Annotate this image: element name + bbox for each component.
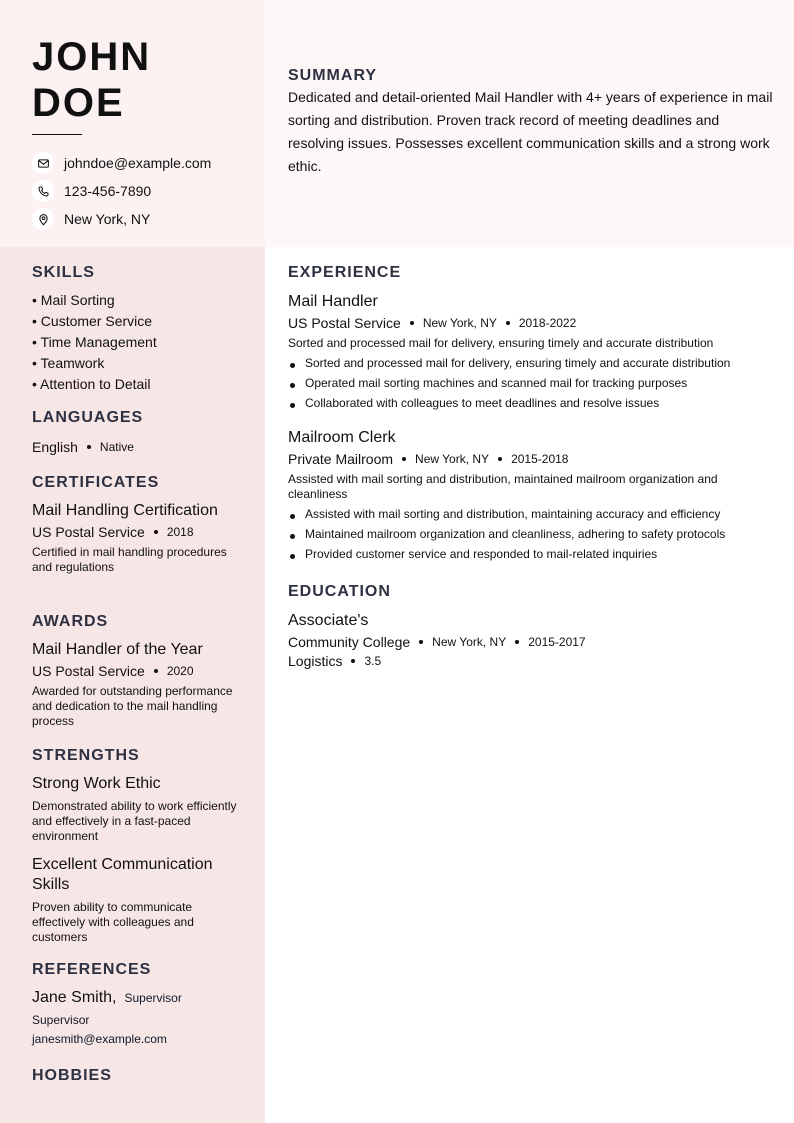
strength-name: Strong Work Ethic xyxy=(32,775,161,792)
skills-list xyxy=(32,290,157,395)
education-entry xyxy=(288,611,774,669)
education-heading: EDUCATION xyxy=(288,583,391,600)
education-meta xyxy=(288,634,774,650)
location-text: New York, NY xyxy=(64,211,151,227)
contact-location xyxy=(32,208,150,230)
award-name: Mail Handler of the Year xyxy=(32,641,203,658)
name-divider xyxy=(32,134,82,135)
certificate-name: Mail Handling Certification xyxy=(32,502,218,519)
summary-heading: SUMMARY xyxy=(288,67,378,84)
separator-dot xyxy=(410,321,414,325)
award-meta xyxy=(32,663,244,679)
separator-dot xyxy=(498,457,502,461)
job-bullet: Maintained mailroom organization and cleanliness, adhering to safety protocols xyxy=(288,524,774,544)
email-text: johndoe@example.com xyxy=(64,155,212,171)
awards-heading: AWARDS xyxy=(32,613,109,630)
job-location: New York, NY xyxy=(415,452,490,466)
job-summary: Assisted with mail sorting and distribution, maintained mailroom organization and cleanliness xyxy=(288,472,718,501)
award-issuer: US Postal Service xyxy=(32,663,145,679)
strength-name: Excellent Communication Skills xyxy=(32,856,213,893)
job-dates: 2018-2022 xyxy=(518,316,577,330)
education-school: Community College xyxy=(288,634,411,650)
experience-heading: EXPERIENCE xyxy=(288,264,402,281)
job-bullet: Provided customer service and responded to mail-related inquiries xyxy=(288,544,774,564)
skill-item: • Attention to Detail xyxy=(32,376,151,392)
education-field-row xyxy=(288,653,774,669)
certificate-item xyxy=(32,501,247,575)
separator-dot xyxy=(87,445,91,449)
skills-heading: SKILLS xyxy=(32,264,95,281)
separator-dot xyxy=(419,640,423,644)
job-bullets xyxy=(288,353,774,413)
job-dates: 2015-2018 xyxy=(511,452,569,466)
certificate-meta xyxy=(32,524,247,540)
skill-item: • Teamwork xyxy=(32,355,105,371)
job-company: US Postal Service xyxy=(288,315,401,331)
separator-dot xyxy=(515,640,519,644)
reference-header xyxy=(32,988,247,1008)
education-degree: Associate's xyxy=(288,612,369,629)
reference-role: Supervisor xyxy=(32,1013,90,1027)
summary-text: Dedicated and detail-oriented Mail Handler with 4+ years of experience in mail sorting and distribution. Proven track record of meeting deadlines and resolving issues. Possesses excellent communication skills and a strong work ethic. xyxy=(288,89,773,174)
separator-dot xyxy=(351,659,355,663)
education-location: New York, NY xyxy=(432,635,507,649)
job-bullet: Operated mail sorting machines and scanned mail for tracking purposes xyxy=(288,373,774,393)
hobbies-heading: HOBBIES xyxy=(32,1067,112,1084)
contact-email[interactable] xyxy=(32,152,211,174)
job-bullet: Assisted with mail sorting and distribution, maintaining accuracy and efficiency xyxy=(288,504,774,524)
reference-name: Jane Smith, xyxy=(32,989,117,1006)
reference-email[interactable]: janesmith@example.com xyxy=(32,1032,167,1046)
job-bullets xyxy=(288,504,774,564)
job-entry xyxy=(288,292,774,413)
job-title: Mailroom Clerk xyxy=(288,429,396,446)
strengths-heading: STRENGTHS xyxy=(32,747,140,764)
job-company: Private Mailroom xyxy=(288,451,394,467)
skill-item: • Customer Service xyxy=(32,313,153,329)
job-bullet: Sorted and processed mail for delivery, ensuring timely and accurate distribution xyxy=(288,353,774,373)
job-meta xyxy=(288,451,774,467)
language-item xyxy=(32,439,242,455)
language-name: English xyxy=(32,439,78,455)
location-pin-icon xyxy=(32,208,54,230)
strength-description: Proven ability to communicate effectively with colleagues and customers xyxy=(32,900,194,944)
last-name: DOE xyxy=(32,81,125,125)
skill-item: • Mail Sorting xyxy=(32,292,115,308)
candidate-name xyxy=(32,34,151,126)
phone-text: 123-456-7890 xyxy=(64,183,152,199)
mail-icon xyxy=(32,152,54,174)
languages-heading: LANGUAGES xyxy=(32,409,144,426)
award-year: 2020 xyxy=(166,664,194,678)
strength-item xyxy=(32,774,247,844)
education-field: Logistics xyxy=(288,653,343,669)
certificate-year: 2018 xyxy=(166,525,194,539)
skill-item: • Time Management xyxy=(32,334,157,350)
reference-item xyxy=(32,988,247,1046)
education-dates: 2015-2017 xyxy=(528,635,586,649)
job-location: New York, NY xyxy=(422,316,497,330)
first-name: JOHN xyxy=(32,35,152,79)
certificate-description: Certified in mail handling procedures and regulations xyxy=(32,545,227,574)
job-summary: Sorted and processed mail for delivery, ensuring timely and accurate distribution xyxy=(288,336,714,350)
separator-dot xyxy=(154,669,158,673)
job-meta xyxy=(288,315,774,331)
language-level: Native xyxy=(99,440,134,454)
certificates-heading: CERTIFICATES xyxy=(32,474,160,491)
job-entry xyxy=(288,428,774,564)
award-description: Awarded for outstanding performance and dedication to the mail handling process xyxy=(32,684,233,728)
award-item xyxy=(32,640,244,729)
separator-dot xyxy=(402,457,406,461)
references-heading: REFERENCES xyxy=(32,961,152,978)
job-title: Mail Handler xyxy=(288,293,378,310)
job-bullet: Collaborated with colleagues to meet deadlines and resolve issues xyxy=(288,393,774,413)
reference-role-inline: Supervisor xyxy=(124,991,182,1005)
education-gpa: 3.5 xyxy=(364,654,382,668)
phone-icon xyxy=(32,180,54,202)
contact-phone[interactable] xyxy=(32,180,151,202)
certificate-issuer: US Postal Service xyxy=(32,524,145,540)
strength-description: Demonstrated ability to work efficiently and effectively in a fast-paced environment xyxy=(32,799,237,843)
separator-dot xyxy=(154,530,158,534)
separator-dot xyxy=(506,321,510,325)
strength-item xyxy=(32,855,247,945)
